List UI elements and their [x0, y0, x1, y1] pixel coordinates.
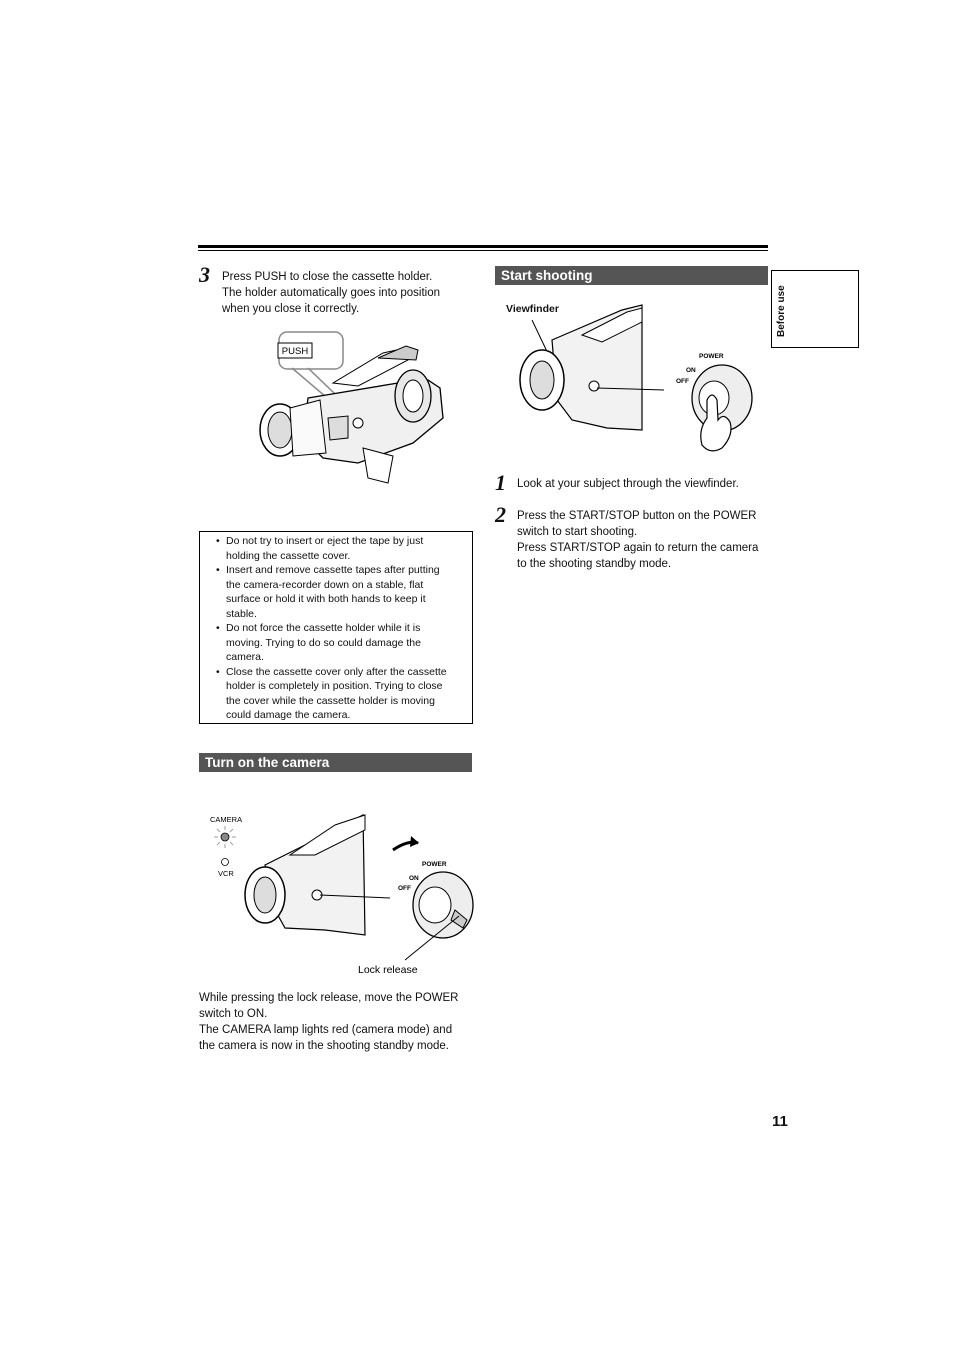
- header-rule-thick: [198, 245, 768, 248]
- note-line: • Do not try to insert or eject the tape by just: [226, 535, 424, 547]
- lock-release-label: Lock release: [358, 964, 418, 976]
- start-shooting-illustration: [512, 300, 762, 460]
- turn-on-line: the camera is now in the shooting standby mode.: [199, 1040, 449, 1052]
- step-3-number: 3: [199, 262, 210, 287]
- off-label-right: OFF: [676, 378, 689, 385]
- notes-box: [199, 531, 473, 724]
- note-item: [218, 665, 464, 723]
- note-line: • Insert and remove cassette tapes after putting: [226, 564, 440, 576]
- note-line: moving. Trying to do so could damage the: [226, 636, 421, 649]
- step-2-line: to the shooting standby mode.: [517, 558, 672, 570]
- note-line: holding the cassette cover.: [226, 549, 351, 562]
- note-line: • Do not force the cassette holder while it is: [226, 622, 421, 634]
- power-label-right: POWER: [699, 353, 724, 360]
- camera-lamp-icon: [221, 833, 229, 841]
- turn-on-line: The CAMERA lamp lights red (camera mode) and: [199, 1024, 453, 1036]
- note-line: surface or hold it with both hands to keep it: [226, 593, 426, 605]
- note-line: the camera-recorder down on a stable, flat: [226, 578, 424, 591]
- header-rule-thin: [198, 250, 768, 251]
- step-2-line: Press the START/STOP button on the POWER: [517, 510, 757, 522]
- note-item: [218, 534, 464, 563]
- note-line: stable.: [226, 607, 257, 620]
- push-label: PUSH: [281, 346, 309, 357]
- turn-on-line: switch to ON.: [199, 1008, 268, 1020]
- step-1-number: 1: [495, 470, 506, 495]
- viewfinder-label: Viewfinder: [506, 303, 559, 315]
- step-3-line: when you close it correctly.: [222, 303, 360, 315]
- step-2-number: 2: [495, 502, 506, 527]
- turn-on-line: While pressing the lock release, move the POWER: [199, 992, 459, 1004]
- turn-on-text: [199, 990, 479, 1054]
- off-label: OFF: [398, 885, 411, 892]
- on-label: ON: [409, 875, 419, 882]
- vcr-lamp-label: VCR: [218, 869, 234, 878]
- step-3-text: [222, 269, 472, 317]
- step-1-text: Look at your subject through the viewfinder.: [517, 478, 739, 490]
- page-number: 11: [772, 1113, 788, 1130]
- note-item: [218, 563, 464, 621]
- step-2-line: Press START/STOP again to return the camera: [517, 542, 759, 554]
- step-2-line: switch to start shooting.: [517, 526, 638, 538]
- power-switch-illustration: [205, 810, 480, 978]
- step-3-line: Press PUSH to close the cassette holder.: [222, 271, 433, 283]
- on-label-right: ON: [686, 367, 696, 374]
- note-line: camera.: [226, 651, 264, 663]
- power-label: POWER: [422, 861, 447, 868]
- note-item: [218, 621, 464, 665]
- section-heading-turn-on: Turn on the camera: [199, 753, 472, 772]
- step-2-text: [517, 508, 772, 572]
- camera-cassette-illustration: [248, 328, 448, 490]
- note-line: holder is completely in position. Trying to close: [226, 680, 443, 692]
- side-tab: [771, 270, 859, 348]
- step-3-line: The holder automatically goes into position: [222, 287, 440, 299]
- note-line: • Close the cassette cover only after the cassette: [226, 665, 447, 678]
- section-heading-start-shooting: Start shooting: [495, 266, 768, 285]
- vcr-lamp-icon: [222, 859, 229, 866]
- note-line: the cover while the cassette holder is moving: [226, 694, 435, 707]
- side-tab-label: Before use: [776, 285, 787, 337]
- camera-lamp-label: CAMERA: [210, 815, 243, 824]
- note-line: could damage the camera.: [226, 709, 351, 721]
